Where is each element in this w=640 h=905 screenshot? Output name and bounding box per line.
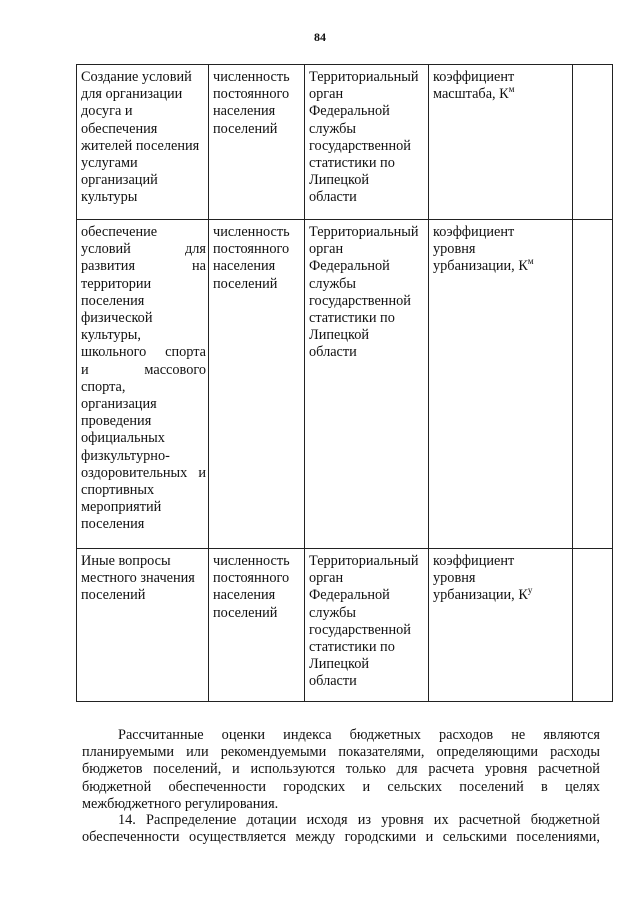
paragraph-line <box>82 829 600 846</box>
word: оздоровительных <box>81 464 188 481</box>
cell-source <box>305 65 429 220</box>
cell-indicator <box>209 65 305 220</box>
paragraph-subsidy-distribution <box>82 812 600 846</box>
word: Распределение <box>146 812 237 828</box>
paragraph-line <box>82 744 600 761</box>
paragraph-line <box>82 796 600 813</box>
word: на <box>192 258 206 275</box>
word: межбюджетного регулирования. <box>82 795 279 812</box>
paragraph-line <box>82 812 600 829</box>
word: их <box>433 812 449 828</box>
text-line: поселений <box>213 120 278 137</box>
text-line: физкультурно- <box>81 447 170 464</box>
word: исходя <box>306 812 348 828</box>
text-line: населения <box>213 587 276 604</box>
text-line <box>433 86 572 103</box>
text-line: Создание условий <box>81 69 192 85</box>
coefficient-text: масштаба, К <box>433 86 509 103</box>
word: 14. <box>118 812 136 828</box>
word: расходов <box>438 727 494 743</box>
cell-coefficient <box>429 65 573 220</box>
text-line: уровня <box>433 241 476 258</box>
table-row <box>77 65 613 220</box>
text-line: спортивных <box>81 482 155 499</box>
text-line: коэффициент <box>433 69 515 85</box>
coefficient-text: урбанизации, К <box>433 258 528 275</box>
paragraph-budget-estimates <box>82 727 600 813</box>
word: развития <box>81 258 136 275</box>
word: расходы <box>550 744 600 761</box>
word: бюджетных <box>349 727 421 743</box>
text-line: государственной <box>309 137 411 154</box>
text-line <box>81 362 208 379</box>
text-line: постоянного <box>213 241 290 258</box>
word: поселений, <box>153 761 222 778</box>
text-line: культуры, <box>81 327 141 344</box>
text-line: постоянного <box>213 570 290 587</box>
text-line: местного значения <box>81 570 195 587</box>
text-line: статистики по <box>309 155 395 172</box>
text-line: обеспечение <box>81 224 158 240</box>
word: Рассчитанные <box>118 727 204 743</box>
text-line: численность <box>213 224 290 240</box>
cell-issue <box>77 549 209 702</box>
word: определяющими <box>436 744 539 761</box>
text-line: спорта, <box>81 378 126 395</box>
text-line: поселения <box>81 292 145 309</box>
text-line: Территориальный <box>309 69 419 85</box>
word: используются <box>250 761 336 778</box>
word: обеспеченности <box>168 778 267 795</box>
cell-indicator <box>209 549 305 702</box>
word: и <box>198 464 206 481</box>
cell-coefficient <box>429 549 573 702</box>
text-line: Территориальный <box>309 553 419 569</box>
cell-issue <box>77 65 209 220</box>
cell-empty <box>573 549 613 702</box>
text-line: Территориальный <box>309 224 419 240</box>
text-line <box>81 241 208 258</box>
word: рекомендуемыми <box>220 744 327 761</box>
word: и <box>81 361 89 378</box>
text-line: коэффициент <box>433 224 515 240</box>
word: городских <box>283 778 346 795</box>
text-line: жителей поселения <box>81 137 200 154</box>
word: осуществляется <box>188 829 287 846</box>
text-line <box>433 587 572 604</box>
text-line <box>81 344 208 361</box>
table-row <box>77 549 613 702</box>
text-line: государственной <box>309 621 411 638</box>
word: и <box>232 761 240 778</box>
word: условий <box>81 241 131 258</box>
page-number: 84 <box>314 30 326 44</box>
text-line: поселений <box>81 587 146 604</box>
word: для <box>185 241 206 258</box>
text-line: мероприятий <box>81 499 162 516</box>
word: являются <box>543 727 600 743</box>
text-line: досуга и <box>81 103 133 120</box>
table-row <box>77 220 613 549</box>
coefficient-text: урбанизации, К <box>433 587 528 604</box>
word: уровня <box>484 761 528 778</box>
paragraph-line <box>82 727 600 744</box>
word: бюджетной <box>82 778 152 795</box>
text-line: Федеральной <box>309 103 390 120</box>
text-line: поселения <box>81 516 145 533</box>
coefficient-superscript: у <box>527 585 533 596</box>
cell-indicator <box>209 220 305 549</box>
text-line: области <box>309 673 357 690</box>
text-line: физической <box>81 310 153 327</box>
word: целях <box>565 778 600 795</box>
text-line: коэффициент <box>433 553 515 569</box>
cell-coefficient <box>429 220 573 549</box>
text-line: службы <box>309 275 357 292</box>
word: поселениями, <box>516 829 600 846</box>
paragraph-line <box>82 779 600 796</box>
word: в <box>541 778 548 795</box>
word: сельских <box>387 778 443 795</box>
text-line <box>433 258 572 275</box>
word: только <box>345 761 386 778</box>
cell-issue <box>77 220 209 549</box>
text-line: Иные вопросы <box>81 553 171 569</box>
allocation-table <box>76 64 613 702</box>
text-line: населения <box>213 103 276 120</box>
text-line: для организации <box>81 86 183 103</box>
cell-empty <box>573 65 613 220</box>
text-line: обеспечения <box>81 120 158 137</box>
cell-source <box>305 220 429 549</box>
text-line: услугами <box>81 155 138 172</box>
word: оценки <box>221 727 266 743</box>
text-line: проведения <box>81 413 152 430</box>
text-line: области <box>309 344 357 361</box>
word: расчетной <box>538 761 600 778</box>
word: бюджетной <box>530 812 600 828</box>
text-line: орган <box>309 570 344 587</box>
text-line: статистики по <box>309 310 395 327</box>
word: обеспеченности <box>82 829 180 846</box>
text-line: статистики по <box>309 639 395 656</box>
word: городскими <box>344 829 417 846</box>
text-line: Липецкой <box>309 656 370 673</box>
text-line <box>81 258 208 275</box>
word: индекса <box>283 727 332 743</box>
text-line: организаций <box>81 172 158 189</box>
text-line: организация <box>81 396 157 413</box>
text-line: поселений <box>213 275 278 292</box>
text-line: службы <box>309 604 357 621</box>
text-line: населения <box>213 258 276 275</box>
word: не <box>511 727 526 743</box>
word: бюджетов <box>82 761 143 778</box>
text-line: службы <box>309 120 357 137</box>
text-line: постоянного <box>213 86 290 103</box>
text-line <box>81 465 208 482</box>
text-line: Федеральной <box>309 258 390 275</box>
word: спорта <box>165 344 206 361</box>
text-line: государственной <box>309 292 411 309</box>
text-line: Липецкой <box>309 327 370 344</box>
word: сельскими <box>442 829 507 846</box>
word: и <box>425 829 434 846</box>
text-line: численность <box>213 553 290 569</box>
text-line: официальных <box>81 430 165 447</box>
word: поселений <box>459 778 524 795</box>
text-line: численность <box>213 69 290 85</box>
word: расчета <box>428 761 475 778</box>
cell-source <box>305 549 429 702</box>
text-line: области <box>309 189 357 206</box>
word: и <box>362 778 371 795</box>
text-line: орган <box>309 241 344 258</box>
word: дотации <box>246 812 297 828</box>
word: показателями, <box>338 744 425 761</box>
text-line: культуры <box>81 189 138 206</box>
text-line: Липецкой <box>309 172 370 189</box>
text-line: уровня <box>433 570 476 587</box>
paragraph-line <box>82 761 600 778</box>
text-line: Федеральной <box>309 587 390 604</box>
text-line: территории <box>81 275 152 292</box>
word: расчетной <box>458 812 521 828</box>
word: планируемыми <box>82 744 175 761</box>
coefficient-superscript: м <box>508 84 515 95</box>
word: уровня <box>381 812 424 828</box>
word: между <box>295 829 336 846</box>
text-line: орган <box>309 86 344 103</box>
word: массового <box>144 361 206 378</box>
cell-empty <box>573 220 613 549</box>
coefficient-superscript: м <box>527 256 534 267</box>
word: школьного <box>81 344 147 361</box>
word: или <box>186 744 209 761</box>
word: из <box>357 812 372 828</box>
text-line: поселений <box>213 604 278 621</box>
word: для <box>396 761 418 778</box>
